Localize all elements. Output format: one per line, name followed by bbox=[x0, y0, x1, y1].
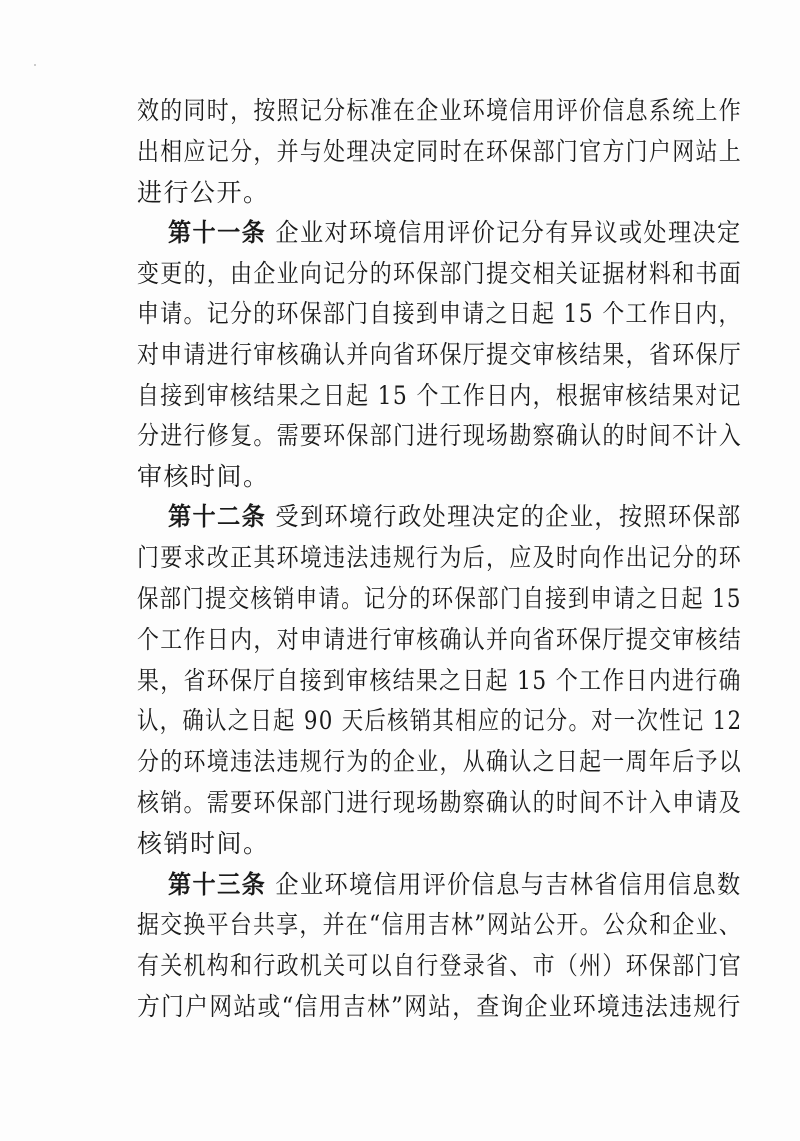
text-line: 方门户网站或“信用吉林”网站，查询企业环境违法违规行 bbox=[137, 992, 742, 1021]
text-line: 据交换平台共享，并在“信用吉林”网站公开。公众和企业、 bbox=[137, 910, 743, 939]
text-line: 分的环境违法违规行为的企业，从确认之日起一周年后予以 bbox=[137, 747, 743, 776]
text-line: 自接到审核结果之日起 15 个工作日内，根据审核结果对记 bbox=[137, 381, 742, 410]
text-line: 认，确认之日起 90 天后核销其相应的记分。对一次性记 12 bbox=[137, 706, 743, 735]
text-line: 企业环境信用评价信息与吉林省信用信息数 bbox=[275, 870, 742, 899]
article-11-line bbox=[168, 218, 742, 248]
scan-speck bbox=[34, 64, 36, 66]
text-line: 审核时间。 bbox=[137, 462, 270, 491]
article-12-line bbox=[168, 502, 742, 532]
article-12-heading: 第十二条 bbox=[168, 502, 267, 531]
article-11-heading: 第十一条 bbox=[168, 218, 267, 247]
text-line: 出相应记分，并与处理决定同时在环保部门官方门户网站上 bbox=[137, 137, 743, 166]
text-line: 受到环境行政处理决定的企业，按照环保部 bbox=[275, 502, 742, 531]
text-line: 核销时间。 bbox=[137, 829, 270, 858]
text-line: 对申请进行审核确认并向省环保厅提交审核结果，省环保厅 bbox=[137, 340, 743, 369]
article-13-line bbox=[168, 870, 742, 900]
text-line: 有关机构和行政机关可以自行登录省、市（州）环保部门官 bbox=[137, 951, 743, 980]
text-line: 果，省环保厅自接到审核结果之日起 15 个工作日内进行确 bbox=[137, 666, 742, 695]
text-line: 保部门提交核销申请。记分的环保部门自接到申请之日起 15 bbox=[137, 584, 742, 613]
text-line: 变更的，由企业向记分的环保部门提交相关证据材料和书面 bbox=[137, 259, 743, 288]
article-13-heading: 第十三条 bbox=[168, 870, 267, 899]
text-line: 申请。记分的环保部门自接到申请之日起 15 个工作日内， bbox=[137, 299, 742, 328]
text-line: 企业对环境信用评价记分有异议或处理决定 bbox=[275, 218, 742, 247]
text-line: 效的同时，按照记分标准在企业环境信用评价信息系统上作 bbox=[137, 96, 743, 125]
text-line: 门要求改正其环境违法违规行为后，应及时向作出记分的环 bbox=[137, 543, 743, 572]
text-line: 进行公开。 bbox=[137, 178, 270, 207]
text-line: 个工作日内，对申请进行审核确认并向省环保厅提交审核结 bbox=[137, 625, 743, 654]
text-line: 核销。需要环保部门进行现场勘察确认的时间不计入申请及 bbox=[137, 788, 743, 817]
text-line: 分进行修复。需要环保部门进行现场勘察确认的时间不计入 bbox=[137, 421, 743, 450]
